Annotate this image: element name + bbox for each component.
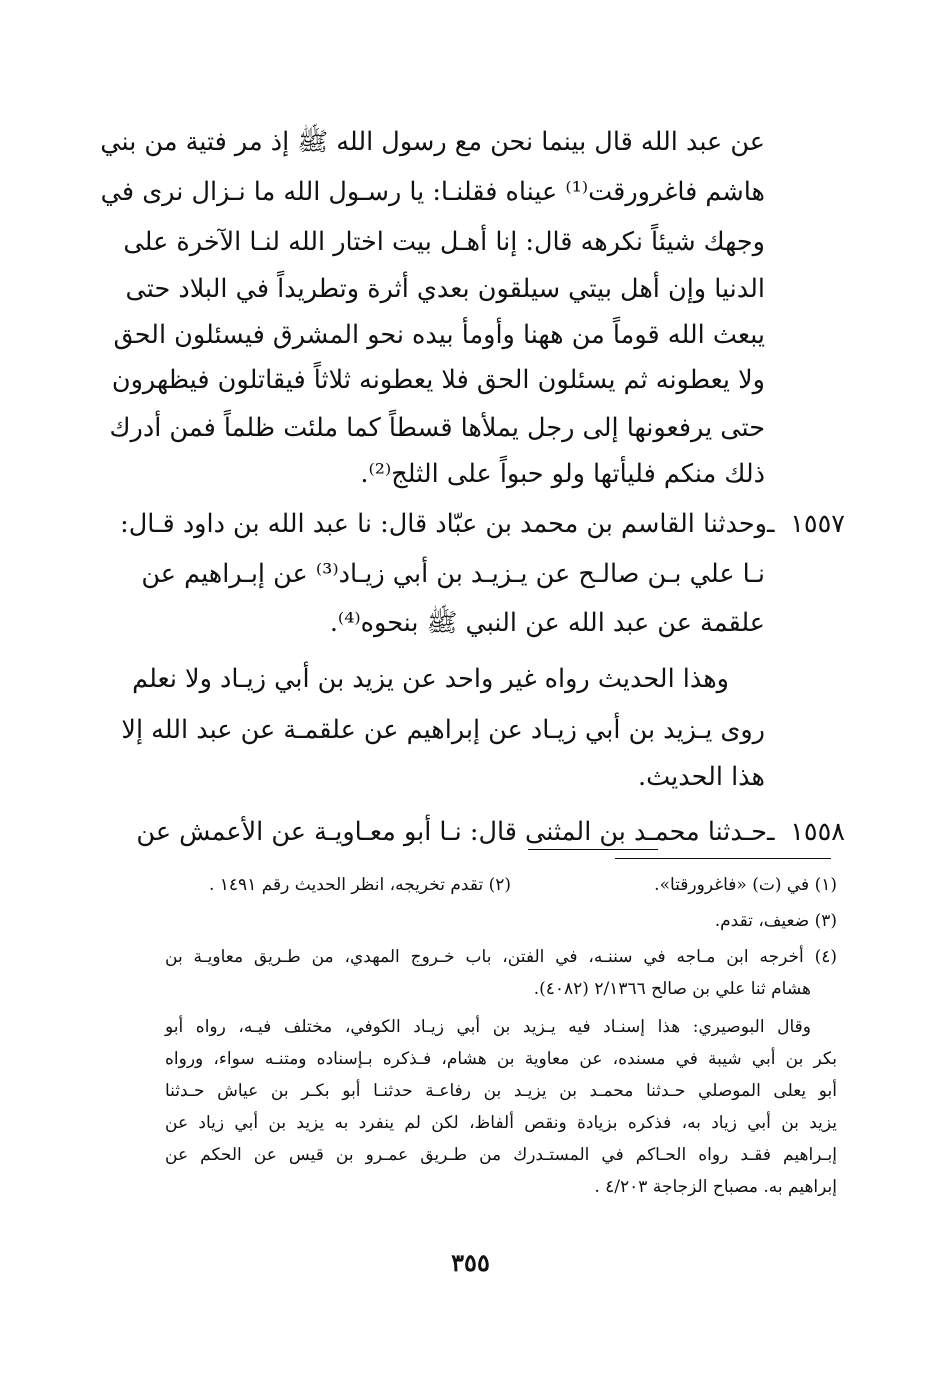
footnote-1: (١) في (ت) «فاغرورقتا». <box>654 875 837 895</box>
commentary-line: وهذا الحديث رواه غير واحد عن يزيد بن أبي زيـاد ولا نعلم <box>132 664 729 694</box>
footnote-4-cont-line: إبـراهيم فقـد رواه الحـاكم في المستـدرك من طـريق عمـرو بن قيس عن الحكم عن <box>165 1145 837 1165</box>
main-text-line: ولا يعطونه ثم يسئلون الحق فلا يعطونه ثلاثاً فيقاتلون فيظهرون <box>111 365 765 395</box>
hadith-number: ١٥٥٨ ـ <box>767 817 845 847</box>
footnote-4-cont-line: أبو يعلى الموصلي حـدثنا محمـد بن يزيـد بن رفاعـة حدثنـا أبو بكـر بن عياش حـدثنا <box>165 1081 837 1101</box>
main-text-line: هاشم فاغرورقت⁽¹⁾ عيناه فقلنـا: يا رسـول الله ما نـزال نرى في <box>100 177 765 207</box>
main-text-line: ذلك منكم فليأتها ولو حبواً على الثلج⁽²⁾. <box>360 459 765 489</box>
hadith-number: ١٥٥٧ ـ <box>767 509 845 539</box>
footnote-4-line: هشام ثنا علي بن صالح ٢/١٣٦٦ (٤٠٨٢). <box>533 979 811 999</box>
text-underline <box>528 849 658 850</box>
footnote-4-cont-line: بكر بن أبي شيبة في مسنده، عن معاوية بن هشام، فـذكره بـإسناده ومتنـه سواء، ورواه <box>165 1049 837 1069</box>
footnote-4-cont-line: وقال البوصيري: هذا إسنـاد فيه يـزيد بن أبي زيـاد الكوفي، مختلف فيـه، رواه أبو <box>165 1017 811 1037</box>
footnote-4-cont-line: إبراهيم به. مصباح الزجاجة ٤/٢٠٣ . <box>594 1177 837 1197</box>
hadith-1557-line: علقمة عن عبد الله عن النبي ﷺ بنحوه⁽⁴⁾. <box>329 608 765 638</box>
footnote-2: (٢) تقدم تخريجه، انظر الحديث رقم ١٤٩١ . <box>208 875 511 895</box>
main-text-line: الدنيا وإن أهل بيتي سيلقون بعدي أثرة وتطريداً في البلاد حتى <box>125 274 765 304</box>
commentary-line: هذا الحديث. <box>638 762 765 792</box>
hadith-1557-first-line <box>120 504 845 544</box>
footnote-separator <box>615 858 831 859</box>
footnote-4-cont-line: يزيد بن أبي زياد به، فذكره بزيادة ونقص ألفاظ، لكن لم ينفرد به يزيد بن أبي زياد عن <box>165 1113 837 1133</box>
hadith-text: وحدثنا القاسم بن محمد بن عبّاد قال: نا عبد الله بن داود قـال: <box>120 509 767 539</box>
main-text-line: عن عبد الله قال بينما نحن مع رسول الله ﷺ إذ مر فتية من بني <box>100 127 765 157</box>
footnote-4-line: (٤) أخرجه ابن مـاجه في سننـه، في الفتن، باب خـروج المهدي، من طـريق معاويـة بن <box>165 947 837 967</box>
main-text-line: وجهك شيئاً نكرهه قال: إنا أهـل بيت اختار الله لنـا الآخرة على <box>123 227 765 257</box>
main-text-line: حتى يرفعونها إلى رجل يملأها قسطاً كما ملئت ظلماً فمن أدرك <box>109 413 765 443</box>
footnote-3: (٣) ضعيف، تقدم. <box>714 911 837 931</box>
page-number: ٣٥٥ <box>451 1248 490 1277</box>
main-text-line: يبعث الله قوماً من ههنا وأومأ بيده نحو المشرق فيسئلون الحق <box>113 320 765 350</box>
hadith-1557-line: نـا علي بـن صالـح عن يـزيـد بن أبي زيـاد⁽³⁾ عن إبـراهيم عن <box>141 559 765 589</box>
hadith-text: حـدثنا محمـد بن المثنى قال: نـا أبو معـاويـة عن الأعمش عن <box>136 817 767 847</box>
commentary-line: روى يـزيد بن أبي زيـاد عن إبراهيم عن علقمـة عن عبد الله إلا <box>121 715 765 745</box>
hadith-1558-first-line <box>136 812 845 852</box>
